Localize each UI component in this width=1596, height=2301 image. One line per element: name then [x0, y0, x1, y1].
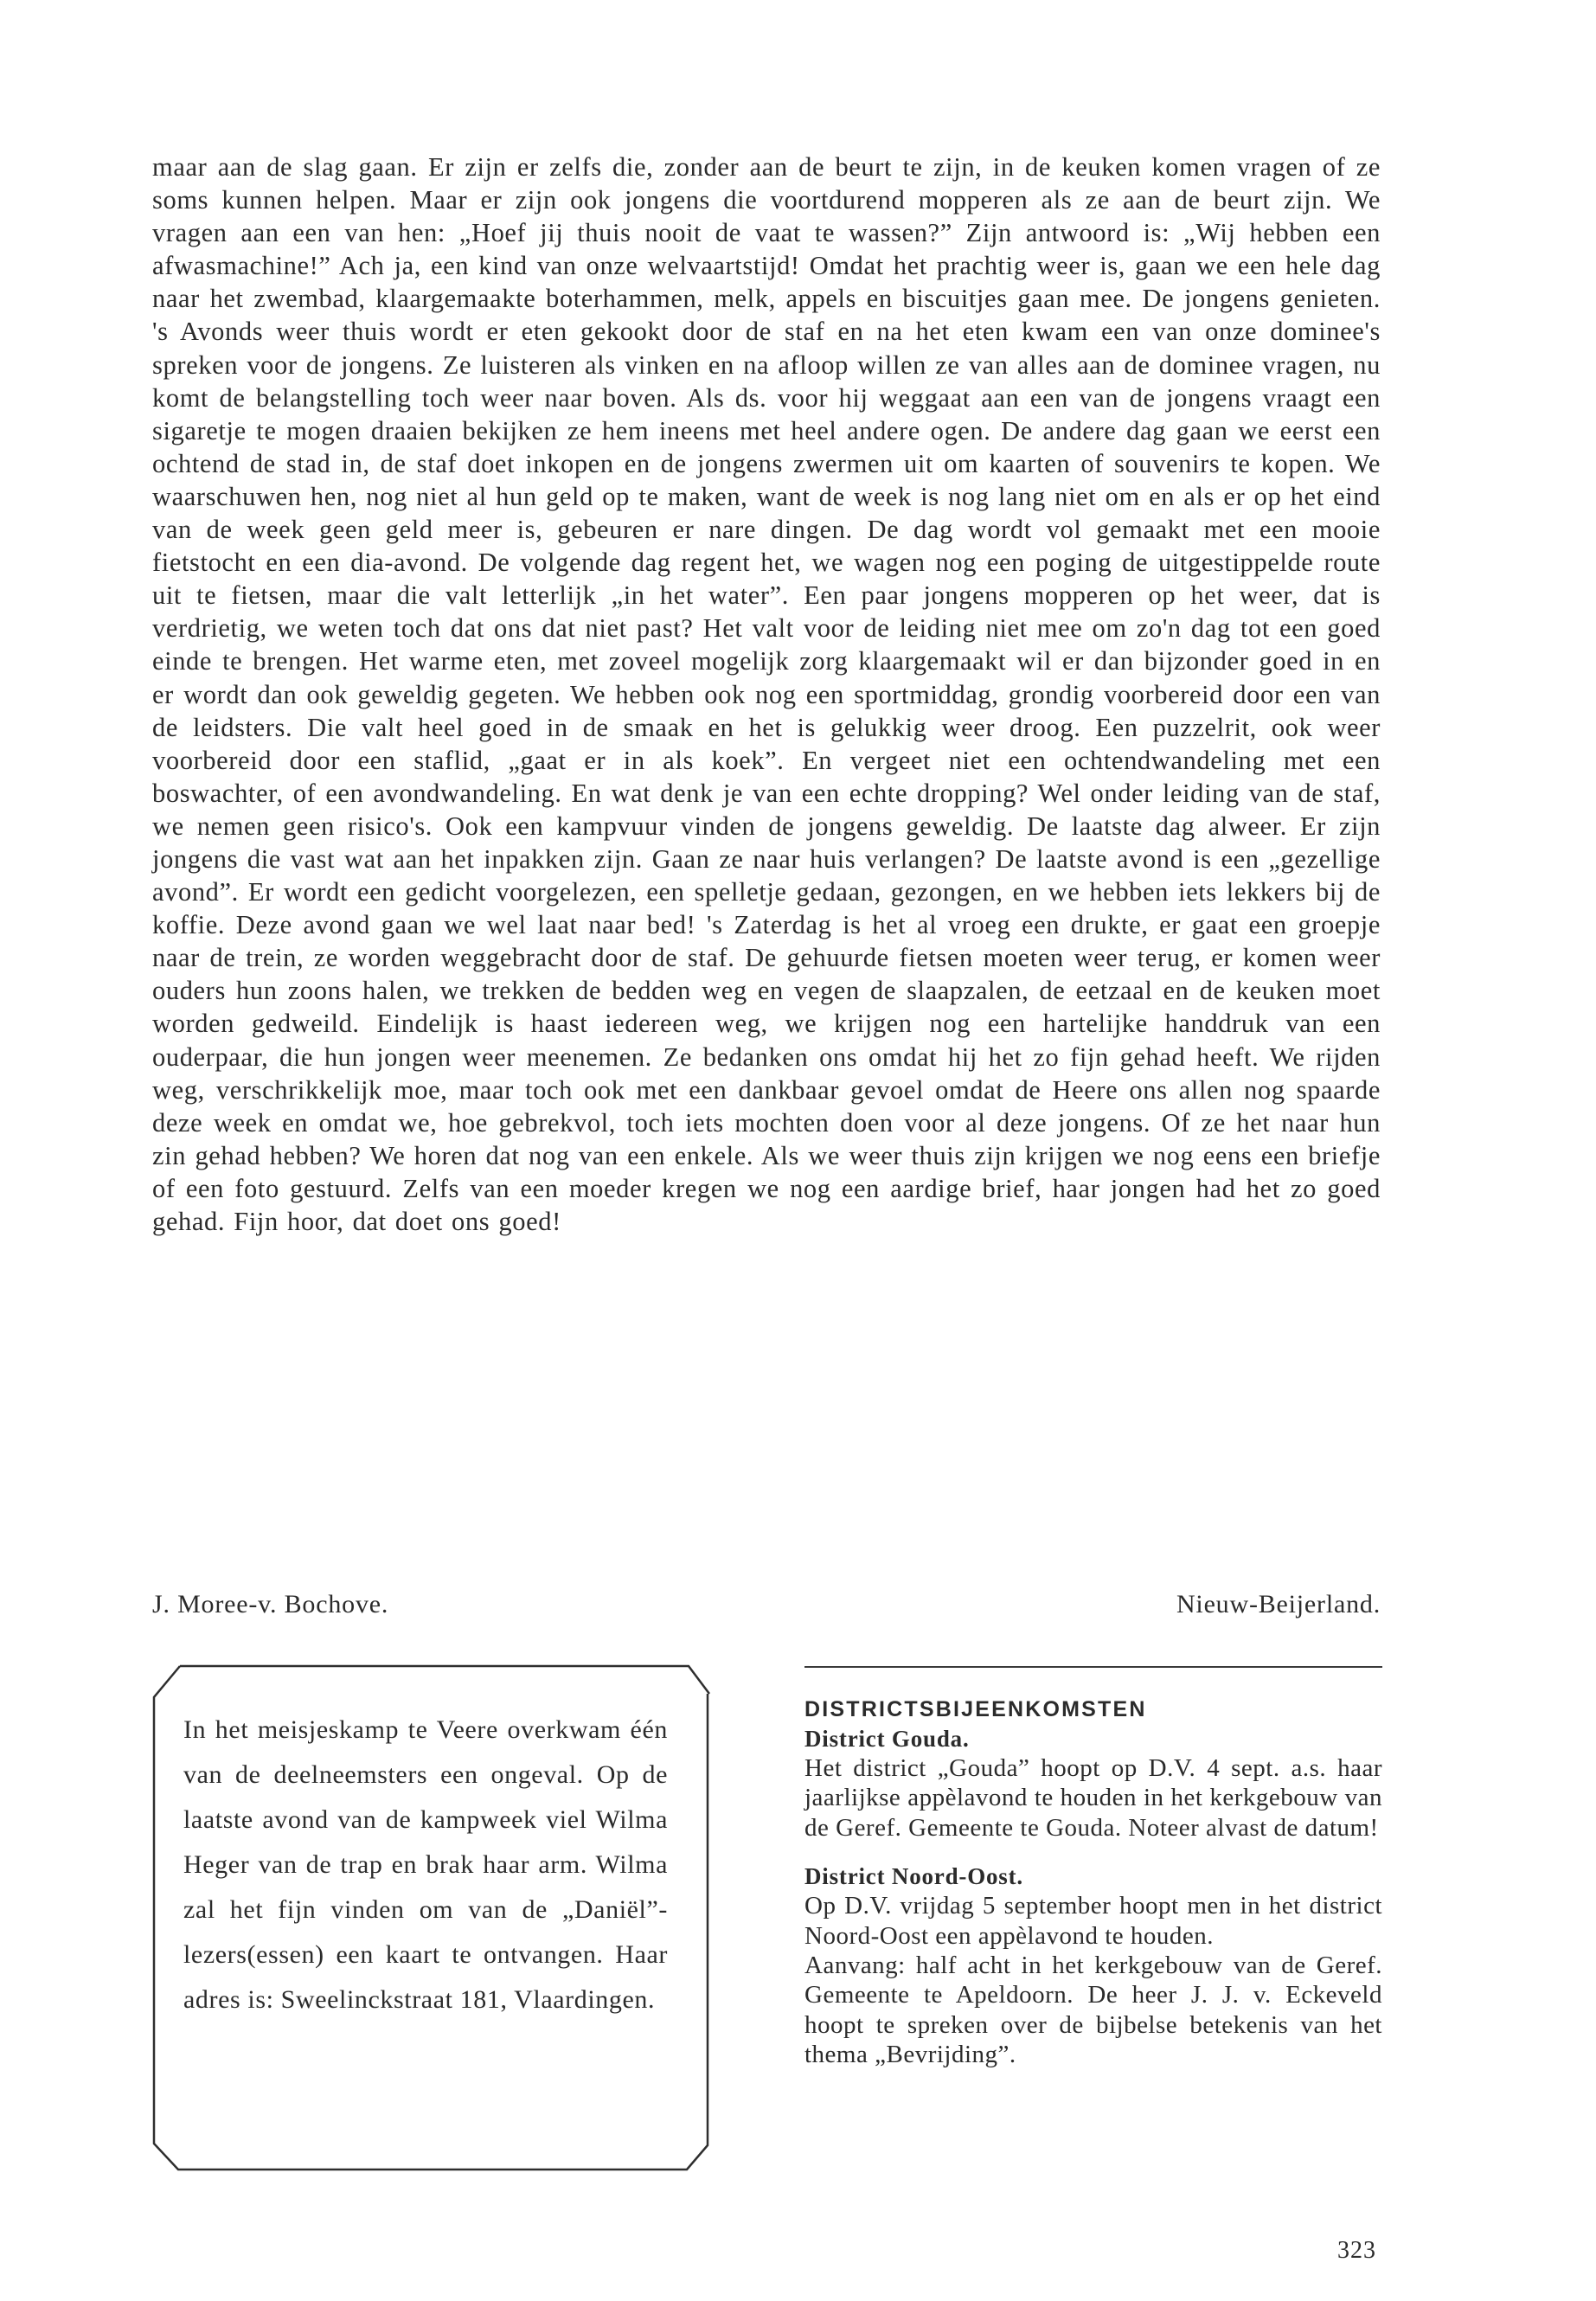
district-meetings-heading: DISTRICTSBIJEENKOMSTEN	[804, 1697, 1147, 1721]
district-noord-oost-details: Aanvang: half acht in het kerkgebouw van de Geref. Gemeente te Apeldoorn. De heer J. J. v. Eckeveld hoopt te spreken over de bijbelse betekenis van het thema „Bevrijding”.	[804, 1952, 1382, 2069]
author-place: Nieuw-Beijerland.	[1176, 1590, 1381, 1618]
page-number: 323	[1337, 2237, 1376, 2264]
district-meetings-column	[804, 1666, 1382, 2070]
article-body-text: maar aan de slag gaan. Er zijn er zelfs die, zonder aan de beurt te zijn, in de keuken komen vragen of ze soms kunnen helpen. Maar er zijn ook jongens die voortdurend mopperen als ze aan de beurt zijn. We vragen aan een van hen: „Hoef jij thuis nooit de vaat te wassen?” Zijn antwoord is: „Wij hebben een afwasmachine!” Ach ja, een kind van onze welvaartstijd! Omdat het prachtig weer is, gaan we een hele dag naar het zwembad, klaargemaakte boterhammen, melk, appels en biscuitjes gaan mee. De jongens genieten. 's Avonds weer thuis wordt er eten gekookt door de staf en na het eten kwam een van onze dominee's spreken voor de jongens. Ze luisteren als vinken en na afloop willen ze van alles aan de dominee vragen, nu komt de belangstelling toch weer naar boven. Als ds. voor hij weggaat aan een van de jongens vraagt een sigaretje te mogen draaien bekijken ze hem ineens met heel andere ogen. De andere dag gaan we eerst een ochtend de stad in, de staf doet inkopen en de jongens zwermen uit om kaarten of souvenirs te kopen. We waarschuwen hen, nog niet al hun geld op te maken, want de week is nog lang niet om en als er op het eind van de week geen geld meer is, gebeuren er nare dingen. De dag wordt vol gemaakt met een mooie fietstocht en een dia-avond. De volgende dag regent het, we wagen nog een poging de uitgestippelde route uit te fietsen, maar die valt letterlijk „in het water”. Een paar jongens mopperen op het weer, dat is verdrietig, we weten toch dat ons dat niet past? Het valt voor de leiding niet mee om zo'n dag tot een goed einde te brengen. Het warme eten, met zoveel mogelijk zorg klaargemaakt wil er dan bijzonder goed in en er wordt dan ook geweldig gegeten. We hebben ook nog een sportmiddag, grondig voorbereid door een van de leidsters. Die valt heel goed in de smaak en het is gelukkig weer droog. Een puzzelrit, ook weer voorbereid door een staflid, „gaat er in als koek”. En vergeet niet een ochtendwandeling met een boswachter, of een avondwandeling. En wat denk je van een echte dropping? Wel onder leiding van de staf, we nemen geen risico's. Ook een kampvuur vinden de jongens geweldig. De laatste dag alweer. Er zijn jongens die vast wat aan het inpakken zijn. Gaan ze naar huis verlangen? De laatste avond is een „gezellige avond”. Er wordt een gedicht voorgelezen, een spelletje gedaan, gezongen, en we hebben iets lekkers bij de koffie. Deze avond gaan we wel laat naar bed! 's Zaterdag is het al vroeg een drukte, er gaat een groepje naar de trein, ze worden weggebracht door de staf. De gehuurde fietsen moeten weer terug, er komen weer ouders hun zoons halen, we trekken de bedden weg en vegen de slaapzalen, de eetzaal en de keuken moet worden gedweild. Eindelijk is haast iedereen weg, we krijgen nog een hartelijke handdruk van een ouderpaar, die hun jongen weer meenemen. Ze bedanken ons omdat hij het zo fijn gehad heeft. We rijden weg, verschrikkelijk moe, maar toch ook met een dankbaar gevoel omdat de Heere ons allen nog spaarde deze week en omdat we, hoe gebrekvol, toch iets mochten doen voor al deze jongens. Of ze het naar hun zin gehad hebben? We horen dat nog van een enkele. Als we weer thuis zijn krijgen we nog eens een briefje of een foto gestuurd. Zelfs van een moeder kregen we nog een aardige brief, haar jongen had het zo goed gehad. Fijn hoor, dat doet ons goed!	[152, 152, 1381, 1236]
district-gouda-text: Het district „Gouda” hoopt op D.V. 4 sept. a.s. haar jaarlijkse appèlavond te houden in het kerkgebouw van de Geref. Gemeente te Gouda. Noteer alvast de datum!	[804, 1754, 1382, 1842]
notice-box-text: In het meisjeskamp te Veere overkwam één van de deelneemsters een ongeval. Op de laatste avond van de kampweek viel Wilma Heger van de trap en brak haar arm. Wilma zal het fijn vinden om van de „Daniël”-lezers(essen) een kaart te ontvangen. Haar adres is: Sweelinckstraat 181, Vlaardingen.	[183, 1715, 668, 2014]
column-top-rule	[804, 1666, 1382, 1668]
district-noord-oost-text: Op D.V. vrijdag 5 september hoopt men in het district Noord-Oost een appèlavond te houden.	[804, 1892, 1382, 1950]
notice-box	[145, 1659, 716, 2175]
article-signature	[152, 1590, 1381, 1619]
district-gouda-title: District Gouda.	[804, 1726, 970, 1752]
author-name: J. Moree-v. Bochove.	[152, 1590, 389, 1618]
district-noord-oost-title: District Noord-Oost.	[804, 1863, 1023, 1890]
